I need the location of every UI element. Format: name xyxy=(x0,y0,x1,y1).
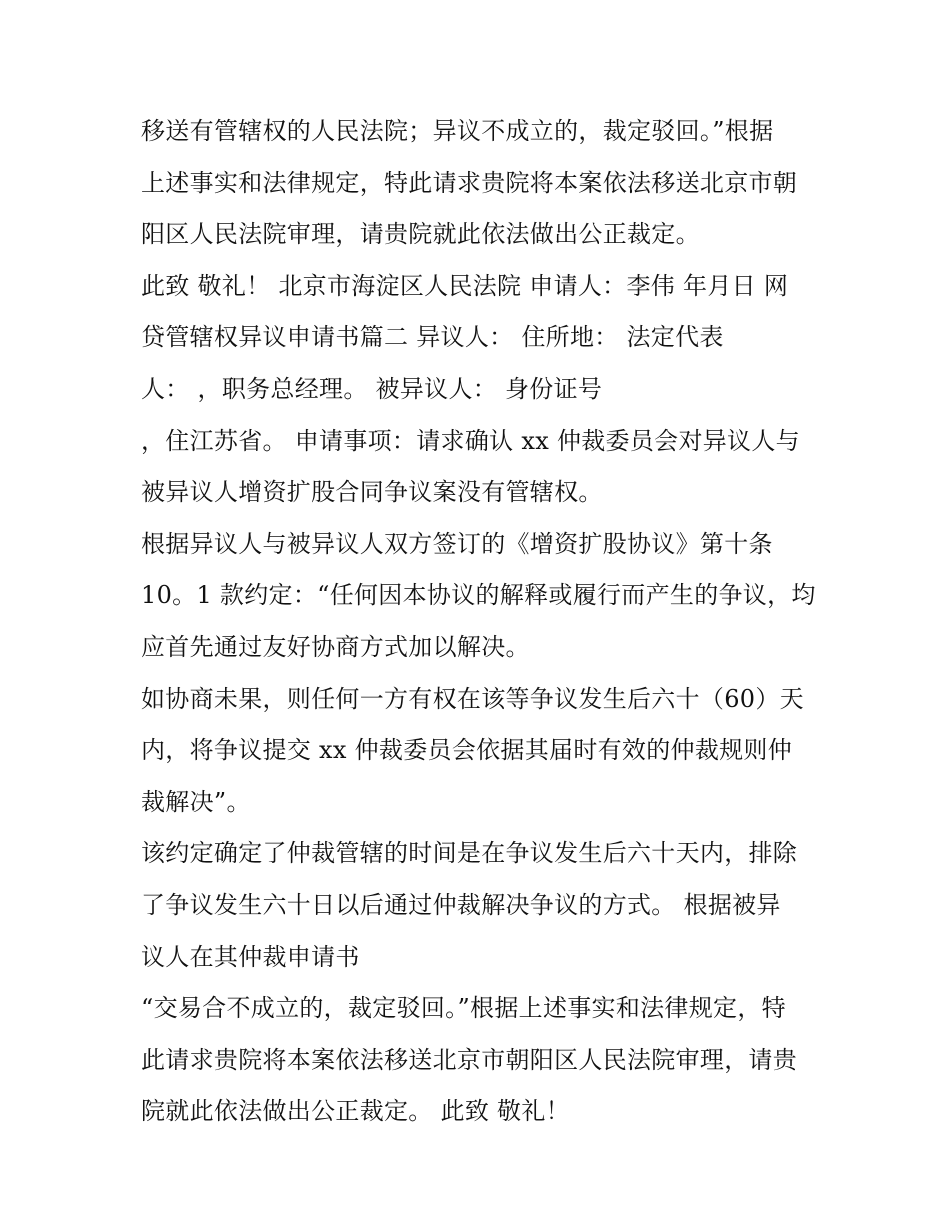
text-line: 裁解决”。 xyxy=(141,787,251,816)
text-line: 了争议发生六十日以后通过仲裁解决争议的方式。 根据被异 xyxy=(141,890,781,919)
text-line: 院就此依法做出公正裁定。 此致 敬礼！ xyxy=(141,1097,570,1126)
text-line: 移送有管辖权的人民法院；异议不成立的，裁定驳回。”根据 xyxy=(141,117,774,145)
text-line: 该约定确定了仲裁管辖的时间是在争议发生后六十天内，排除 xyxy=(141,839,798,868)
text-line: 人： ，职务总经理。 被异议人： 身份证号 xyxy=(141,374,603,403)
text-line: “交易合不成立的，裁定驳回。”根据上述事实和法律规定，特 xyxy=(141,994,786,1023)
text-line: 上述事实和法律规定，特此请求贵院将本案依法移送北京市朝 xyxy=(141,168,798,197)
text-line: 此致 敬礼！ 北京市海淀区人民法院 申请人：李伟 年月日 网 xyxy=(141,271,789,300)
text-line: 贷管辖权异议申请书篇二 异议人： 住所地： 法定代表 xyxy=(141,323,724,352)
text-line: 被异议人增资扩股合同争议案没有管辖权。 xyxy=(141,478,603,507)
document-body xyxy=(141,106,831,1138)
text-line: 此请求贵院将本案依法移送北京市朝阳区人民法院审理，请贵 xyxy=(141,1045,798,1074)
text-line: 根据异议人与被异议人双方签订的《增资扩股协议》第十条 xyxy=(141,529,773,558)
text-line: 应首先通过友好协商方式加以解决。 xyxy=(141,632,530,661)
text-line: 如协商未果，则任何一方有权在该等争议发生后六十（60）天 xyxy=(141,684,804,713)
text-line: 议人在其仲裁申请书 xyxy=(141,942,360,971)
text-line: 内，将争议提交 xx 仲裁委员会依据其届时有效的仲裁规则仲 xyxy=(141,736,793,765)
text-line: 10。1 款约定：“任何因本协议的解释或履行而产生的争议，均 xyxy=(141,581,816,610)
text-line: 阳区人民法院审理，请贵院就此依法做出公正裁定。 xyxy=(141,220,700,249)
text-line: ，住江苏省。 申请事项：请求确认 xx 仲裁委员会对异议人与 xyxy=(141,426,800,455)
